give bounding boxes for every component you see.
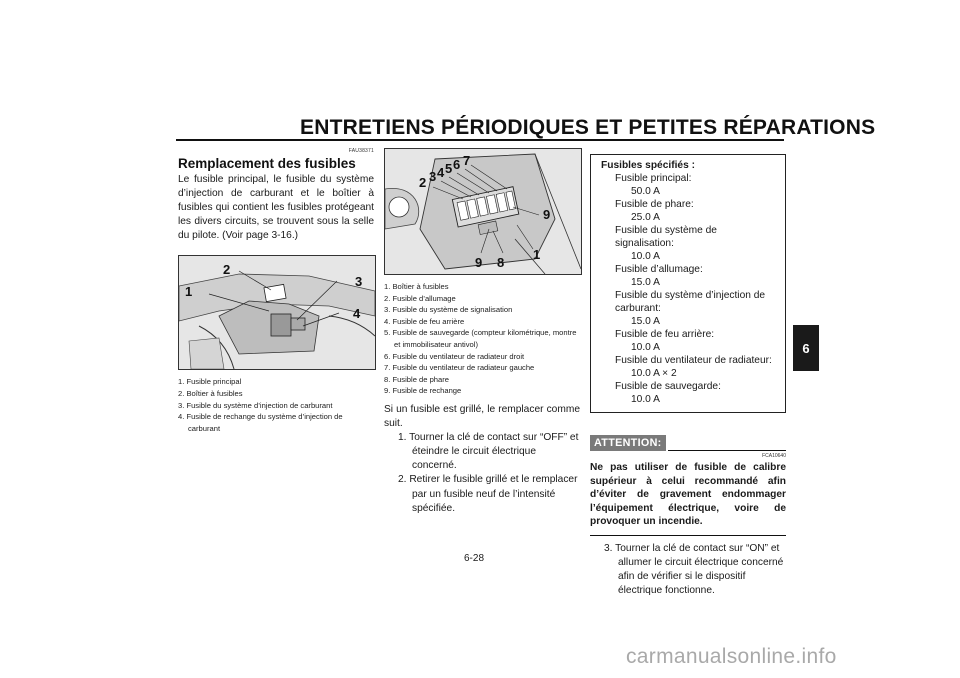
- step-item: 1. Tourner la clé de contact sur “OFF” et éteindre le circuit électrique concerné.: [398, 432, 579, 472]
- page-header-title: ENTRETIENS PÉRIODIQUES ET PETITES RÉPARATIONS: [300, 116, 876, 139]
- fuse-location-illustration: [179, 256, 375, 369]
- callout-2: 2: [223, 262, 231, 278]
- attention-ref-code: FCA10640: [762, 453, 786, 459]
- callout-1: 1: [533, 247, 541, 262]
- legend-item: 3. Fusible du système d’injection de carburant: [178, 400, 333, 410]
- legend-item: 4. Fusible de rechange du système d’injection de carburant: [178, 412, 343, 433]
- fuse-spec-box: [590, 154, 786, 413]
- legend-item: 1. Fusible principal: [178, 377, 242, 387]
- attention-divider: [668, 450, 786, 451]
- callout-2: 2: [419, 175, 427, 190]
- attention-text: Ne pas utiliser de fusible de calibre supérieur à celui recommandé afin d’éviter de gravement endommager l’équipement électrique, voire de provoquer un incendie.: [590, 462, 786, 528]
- chapter-tab[interactable]: 6: [793, 325, 819, 371]
- right-column: [590, 148, 786, 598]
- spec-name: Fusible du système d’injection de carburant:: [615, 290, 766, 314]
- legend-item: 9. Fusible de rechange: [384, 386, 462, 396]
- header-rule: [176, 139, 784, 141]
- spec-value: 15.0 A: [631, 277, 660, 288]
- spec-title: Fusibles spécifiés :: [601, 160, 695, 171]
- legend-item: 7. Fusible du ventilateur de radiateur gauche: [384, 363, 535, 373]
- section-ref-code: FAU38371: [348, 148, 374, 154]
- callout-9-right: 9: [543, 207, 551, 222]
- middle-figure-legend: [384, 281, 580, 397]
- middle-column: [384, 148, 580, 516]
- legend-item: 5. Fusible de sauvegarde (compteur kilométrique, montre et immobilisateur antivol): [384, 328, 577, 349]
- spec-name: Fusible de feu arrière:: [615, 329, 715, 340]
- callout-4: 4: [437, 165, 445, 180]
- fuse-box-illustration: [385, 149, 581, 274]
- fuse-location-figure: [178, 255, 376, 370]
- watermark[interactable]: carmanualsonline.info: [626, 645, 837, 668]
- legend-item: 6. Fusible du ventilateur de radiateur droit: [384, 351, 525, 361]
- callout-3: 3: [355, 274, 363, 290]
- spec-name: Fusible de phare:: [615, 199, 694, 210]
- spec-value: 10.0 A: [631, 394, 660, 405]
- spec-value: 25.0 A: [631, 212, 660, 223]
- legend-item: 2. Boîtier à fusibles: [178, 389, 243, 399]
- callout-9-bottom: 9: [475, 255, 483, 270]
- callout-6: 6: [453, 157, 461, 172]
- step-item: 3. Tourner la clé de contact sur “ON” et allumer le circuit électrique concerné afin de vérifier si le dispositif électrique fonctionne.: [604, 542, 784, 597]
- callout-8: 8: [497, 255, 505, 270]
- spec-name: Fusible principal:: [615, 173, 692, 184]
- legend-item: 2. Fusible d’allumage: [384, 293, 456, 303]
- spec-value: 10.0 A × 2: [631, 368, 677, 379]
- replace-intro: Si un fusible est grillé, le remplacer comme suit.: [384, 403, 580, 430]
- left-figure-legend: [178, 376, 374, 434]
- spec-name: Fusible du ventilateur de radiateur:: [615, 355, 772, 366]
- intro-paragraph: Le fusible principal, le fusible du système d’injection de carburant et le boîtier à fusibles qui contient les fusibles protégeant les divers circuits, se trouvent sous la selle du pilote. (Voir page 3-16.): [178, 174, 374, 242]
- callout-5: 5: [445, 161, 453, 176]
- legend-item: 1. Boîtier à fusibles: [384, 282, 449, 291]
- spec-name: Fusible du système de signalisation:: [615, 225, 717, 249]
- spec-name: Fusible d’allumage:: [615, 264, 703, 275]
- attention-label: ATTENTION:: [590, 435, 666, 451]
- fuse-box-figure: [384, 148, 582, 275]
- replace-steps: [384, 431, 580, 516]
- final-steps: [590, 542, 786, 598]
- legend-item: 4. Fusible de feu arrière: [384, 316, 465, 326]
- spec-value: 10.0 A: [631, 251, 660, 262]
- spec-value: 10.0 A: [631, 342, 660, 353]
- left-column: [178, 148, 374, 434]
- section-title: Remplacement des fusibles: [178, 156, 356, 171]
- attention-end-rule: [590, 535, 786, 536]
- callout-4: 4: [353, 306, 361, 322]
- legend-item: 8. Fusible de phare: [384, 374, 450, 384]
- spec-value: 50.0 A: [631, 186, 660, 197]
- attention-block: [590, 433, 786, 536]
- spec-value: 15.0 A: [631, 316, 660, 327]
- spec-name: Fusible de sauvegarde:: [615, 381, 721, 392]
- legend-item: 3. Fusible du système de signalisation: [384, 305, 513, 315]
- step-item: 2. Retirer le fusible grillé et le remplacer par un fusible neuf de l’intensité spécifiée.: [398, 474, 578, 514]
- page-number: 6-28: [464, 553, 485, 564]
- callout-7: 7: [463, 153, 471, 168]
- callout-3: 3: [429, 169, 437, 184]
- callout-1: 1: [185, 284, 193, 300]
